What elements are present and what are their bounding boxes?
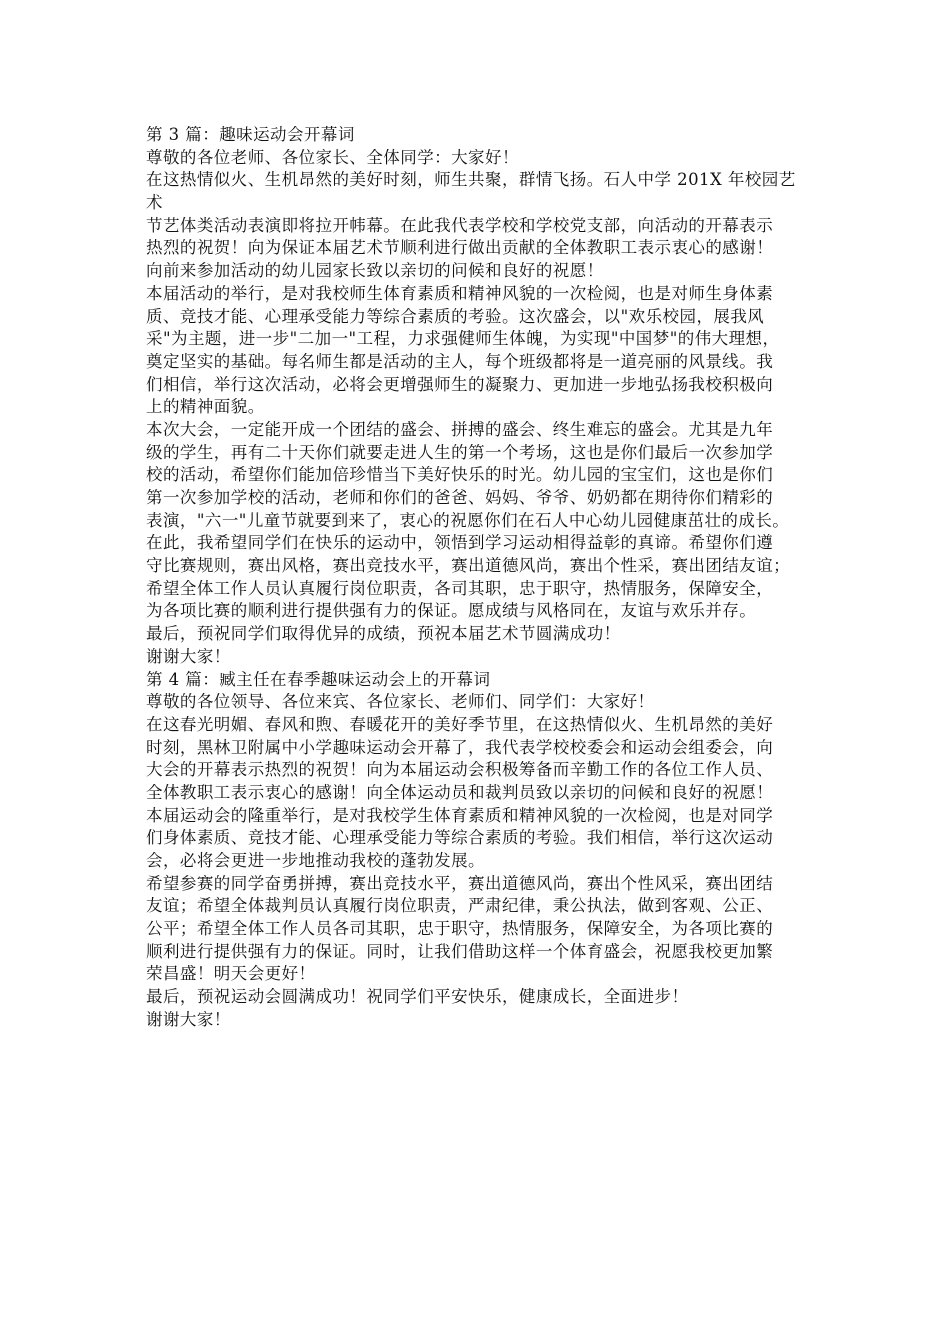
text-line: 顺利进行提供强有力的保证。同时，让我们借助这样一个体育盛会，祝愿我校更加繁 (146, 941, 774, 961)
text-line: 大会的开幕表示热烈的祝贺！向为本届运动会积极筹备而辛勤工作的各位工作人员、 (146, 760, 774, 780)
text-line: 们身体素质、竞技才能、心理承受能力等综合素质的考验。我们相信，举行这次运动 (146, 828, 774, 848)
text-line: 奠定坚实的基础。每名师生都是活动的主人，每个班级都将是一道亮丽的风景线。我 (146, 351, 774, 371)
text-line: 质、竞技才能、心理承受能力等综合素质的考验。这次盛会，以"欢乐校园，展我风 (146, 306, 765, 326)
text-line: 谢谢大家！ (146, 1009, 231, 1029)
text-line: 公平；希望全体工作人员各司其职，忠于职守，热情服务，保障安全，为各项比赛的 (146, 919, 774, 939)
document-body (146, 124, 806, 1032)
text-line: 谢谢大家！ (146, 646, 231, 666)
text-line: 向前来参加活动的幼儿园家长致以亲切的问候和良好的祝愿！ (146, 261, 604, 281)
text-line: 本届运动会的隆重举行，是对我校学生体育素质和精神风貌的一次检阅，也是对同学 (146, 805, 774, 825)
text-line: 尊敬的各位老师、各位家长、全体同学：大家好！ (146, 147, 519, 167)
text-line: 友谊；希望全体裁判员认真履行岗位职责，严肃纪律，秉公执法，做到客观、公正、 (146, 896, 774, 916)
text-line: 上的精神面貌。 (146, 397, 265, 417)
text-line: 为各项比赛的顺利进行提供强有力的保证。愿成绩与风格同在，友谊与欢乐并存。 (146, 601, 757, 621)
text-line: 本次大会，一定能开成一个团结的盛会、拼搏的盛会、终生难忘的盛会。尤其是九年 (146, 419, 774, 439)
text-line: 守比赛规则，赛出风格，赛出竞技水平，赛出道德风尚，赛出个性采，赛出团结友谊； (146, 556, 791, 576)
text-line: 会，必将会更进一步地推动我校的蓬勃发展。 (146, 851, 485, 870)
text-line: 本届活动的举行，是对我校师生体育素质和精神风貌的一次检阅，也是对师生身体素 (146, 283, 774, 303)
text-line: 们相信，举行这次活动，必将会更增强师生的凝聚力、更加进一步地弘扬我校积极向 (146, 374, 774, 394)
text-line: 希望参赛的同学奋勇拼搏，赛出竞技水平，赛出道德风尚，赛出个性风采，赛出团结 (146, 873, 774, 893)
text-line: 最后，预祝同学们取得优异的成绩，预祝本届艺术节圆满成功！ (146, 624, 621, 644)
text-line: 校的活动，希望你们能加倍珍惜当下美好快乐的时光。幼儿园的宝宝们，这也是你们 (146, 465, 774, 485)
text-line: 全体教职工表示衷心的感谢！向全体运动员和裁判员致以亲切的问候和良好的祝愿！ (146, 782, 774, 802)
text-line: 热烈的祝贺！向为保证本届艺术节顺利进行做出贡献的全体教职工表示衷心的感谢！ (146, 238, 774, 258)
text-line: 节艺体类活动表演即将拉开帏幕。在此我代表学校和学校党支部，向活动的开幕表示 (146, 215, 774, 235)
section-3-title: 第 3 篇：趣味运动会开幕词 (146, 125, 355, 144)
text-line: 在这热情似火、生机昂然的美好时刻，师生共聚，群情飞扬。石人中学 201X 年校园艺 (146, 170, 796, 190)
text-line: 第一次参加学校的活动，老师和你们的爸爸、妈妈、爷爷、奶奶都在期待你们精彩的 (146, 488, 774, 507)
section-4-title: 第 4 篇：臧主任在春季趣味运动会上的开幕词 (146, 669, 491, 689)
text-line: 最后，预祝运动会圆满成功！祝同学们平安快乐，健康成长，全面进步！ (146, 987, 689, 1007)
text-line: 时刻，黑林卫附属中小学趣味运动会开幕了，我代表学校校委会和运动会组委会，向 (146, 737, 774, 757)
text-line: 尊敬的各位领导、各位来宾、各位家长、老师们、同学们：大家好！ (146, 692, 655, 712)
text-line: 希望全体工作人员认真履行岗位职责，各司其职，忠于职守，热情服务，保障安全， (146, 578, 774, 598)
text-line: 采"为主题，进一步"二加一"工程，力求强健师生体魄，为实现"中国梦"的伟大理想， (146, 329, 780, 349)
text-line: 在这春光明媚、春风和煦、春暖花开的美好季节里，在这热情似火、生机昂然的美好 (146, 714, 774, 734)
text-line: 级的学生，再有二十天你们就要走进人生的第一个考场，这也是你们最后一次参加学 (146, 442, 774, 462)
text-line: 荣昌盛！明天会更好！ (146, 964, 316, 984)
text-line: 表演，"六一"儿童节就要到来了，衷心的祝愿你们在石人中心幼儿园健康茁壮的成长。 (146, 510, 790, 530)
text-line: 在此，我希望同学们在快乐的运动中，领悟到学习运动相得益彰的真谛。希望你们遵 (146, 533, 774, 553)
text-line: 术 (146, 193, 163, 213)
